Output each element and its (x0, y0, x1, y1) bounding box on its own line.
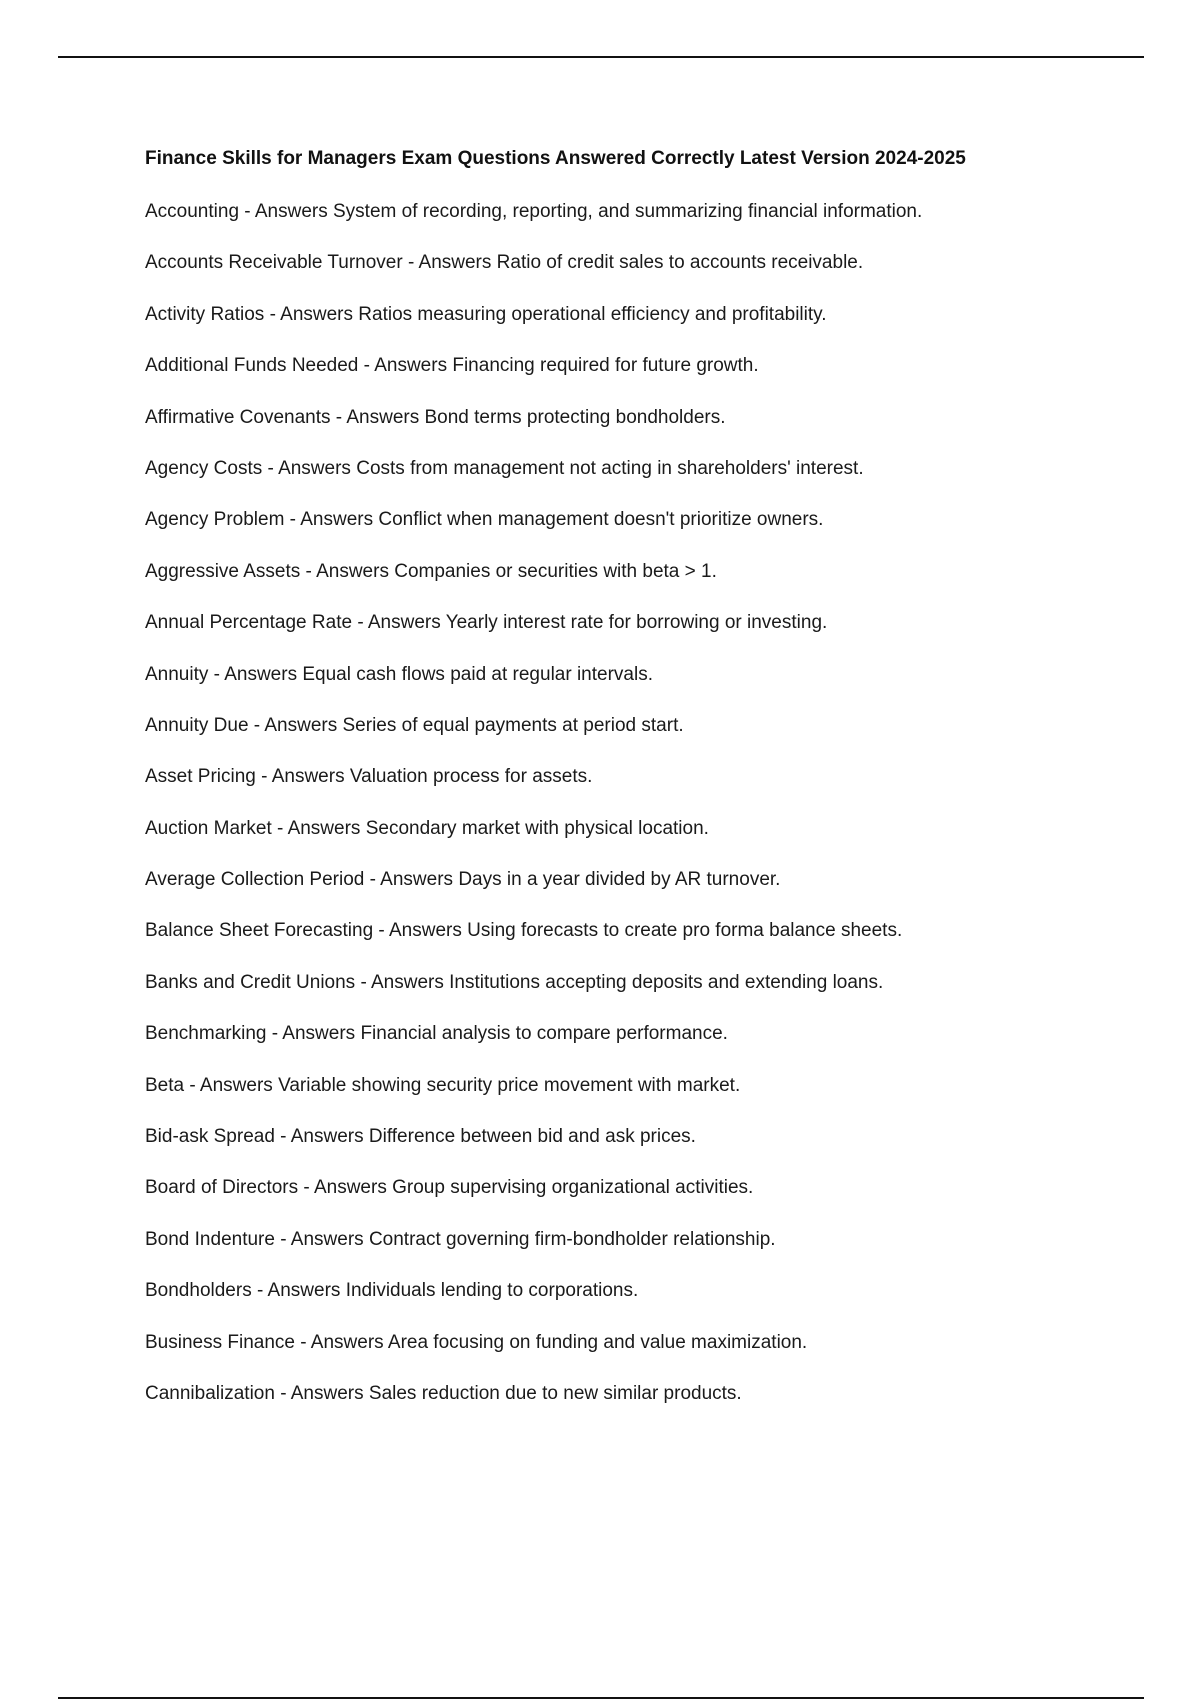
glossary-entry (145, 1329, 1145, 1357)
entry-term: Accounting (145, 201, 240, 222)
entry-term: Activity Ratios (145, 303, 265, 325)
glossary-entry (145, 1123, 1145, 1151)
glossary-entry (145, 1020, 1145, 1048)
entry-separator: - Answers (248, 714, 343, 736)
entry-answer: Bond terms protecting bondholders. (424, 406, 726, 428)
entry-answer: Ratio of credit sales to accounts receivable. (496, 252, 864, 274)
entry-separator: - Answers (274, 1228, 369, 1250)
entry-term: Auction Market (145, 817, 272, 839)
entry-separator: - Answers (264, 303, 359, 325)
entry-answer: Conflict when management doesn't prioritize owners. (378, 509, 824, 531)
entry-answer: Costs from management not acting in shareholders' interest. (356, 457, 864, 479)
document-body (145, 145, 1145, 1431)
entry-separator: - Answers (274, 1126, 369, 1148)
entry-term: Bid-ask Spread (145, 1126, 275, 1148)
entry-separator: - Answers (300, 560, 395, 582)
glossary-list (145, 198, 1145, 1408)
entry-separator: - Answers (402, 252, 497, 274)
glossary-entry (145, 1174, 1145, 1202)
glossary-entry (145, 1380, 1145, 1408)
glossary-entry (145, 866, 1145, 894)
entry-term: Annual Percentage Rate (145, 612, 353, 634)
entry-answer: Secondary market with physical location. (365, 817, 709, 839)
glossary-entry (145, 1226, 1145, 1254)
entry-separator: - Answers (262, 457, 357, 479)
entry-term: Cannibalization (145, 1382, 275, 1404)
entry-term: Affirmative Covenants (145, 406, 331, 428)
glossary-entry (145, 712, 1145, 740)
entry-term: Annuity Due (145, 714, 249, 736)
glossary-entry (145, 661, 1145, 689)
entry-separator: - Answers (274, 1382, 369, 1404)
entry-answer: Equal cash flows paid at regular intervals. (302, 663, 653, 685)
entry-term: Business Finance (145, 1331, 295, 1353)
entry-term: Additional Funds Needed (145, 355, 359, 377)
entry-separator: - Answers (184, 1074, 279, 1096)
entry-answer: Difference between bid and ask prices. (368, 1126, 696, 1148)
glossary-entry (145, 969, 1145, 997)
glossary-entry (145, 1277, 1145, 1305)
glossary-entry (145, 404, 1145, 432)
entry-separator: - Answers (294, 1331, 388, 1353)
entry-answer: Days in a year divided by AR turnover. (458, 869, 781, 891)
glossary-entry (145, 815, 1145, 843)
entry-separator: - Answers (255, 766, 350, 788)
glossary-entry (145, 558, 1145, 586)
entry-term: Accounts Receivable Turnover (145, 252, 403, 274)
glossary-entry (145, 352, 1145, 380)
entry-separator: - Answers (355, 971, 450, 993)
entry-separator: - Answers (352, 612, 446, 634)
entry-answer: Companies or securities with beta > 1. (394, 560, 717, 582)
glossary-entry (145, 249, 1145, 277)
entry-answer: Group supervising organizational activities. (392, 1177, 754, 1199)
glossary-entry (145, 455, 1145, 483)
entry-answer: Financial analysis to compare performance. (360, 1023, 728, 1045)
glossary-entry (145, 609, 1145, 637)
entry-term: Aggressive Assets (145, 560, 301, 582)
entry-separator: - Answers (266, 1023, 361, 1045)
entry-answer: Series of equal payments at period start. (342, 714, 684, 736)
entry-answer: Valuation process for assets. (349, 766, 593, 788)
document-title: Finance Skills for Managers Exam Questions Answered Correctly Latest Version 2024-2025 (145, 148, 966, 169)
entry-answer: System of recording, reporting, and summarizing financial information. (333, 201, 923, 222)
entry-separator: - Answers (208, 663, 303, 685)
entry-separator: - Answers (373, 920, 468, 942)
entry-answer: Institutions accepting deposits and extending loans. (449, 971, 884, 993)
entry-answer: Individuals lending to corporations. (345, 1280, 639, 1302)
entry-answer: Area focusing on funding and value maximization. (387, 1331, 808, 1353)
entry-separator: - Answers (330, 406, 425, 428)
entry-term: Beta (145, 1074, 185, 1096)
entry-answer: Sales reduction due to new similar products. (368, 1382, 742, 1404)
top-divider (58, 56, 1144, 58)
glossary-entry (145, 1072, 1145, 1100)
entry-separator: - Answers (271, 817, 366, 839)
glossary-entry (145, 198, 1145, 226)
entry-answer: Yearly interest rate for borrowing or investing. (445, 612, 828, 634)
entry-term: Banks and Credit Unions (145, 971, 356, 993)
entry-term: Balance Sheet Forecasting (145, 920, 374, 942)
entry-separator: - Answers (298, 1177, 393, 1199)
entry-term: Board of Directors (145, 1177, 299, 1199)
entry-separator: - Answers (364, 869, 459, 891)
entry-term: Asset Pricing (145, 766, 256, 788)
entry-answer: Ratios measuring operational efficiency and profitability. (358, 303, 827, 325)
entry-answer: Variable showing security price movement with market. (278, 1074, 741, 1096)
glossary-entry (145, 506, 1145, 534)
entry-term: Bondholders (145, 1280, 252, 1302)
entry-term: Bond Indenture (145, 1228, 275, 1250)
glossary-entry (145, 917, 1145, 945)
entry-separator: - Answers (239, 201, 333, 222)
entry-answer: Using forecasts to create pro forma balance sheets. (467, 920, 903, 942)
entry-term: Agency Problem (145, 509, 285, 531)
entry-answer: Financing required for future growth. (452, 355, 759, 377)
entry-term: Benchmarking (145, 1023, 267, 1045)
entry-separator: - Answers (284, 509, 379, 531)
entry-answer: Contract governing firm-bondholder relationship. (368, 1228, 776, 1250)
entry-term: Agency Costs (145, 457, 263, 479)
glossary-entry (145, 763, 1145, 791)
glossary-entry (145, 301, 1145, 329)
entry-separator: - Answers (251, 1280, 346, 1302)
bottom-divider (58, 1697, 1144, 1699)
entry-term: Average Collection Period (145, 869, 365, 891)
entry-separator: - Answers (358, 355, 453, 377)
entry-term: Annuity (145, 663, 209, 685)
